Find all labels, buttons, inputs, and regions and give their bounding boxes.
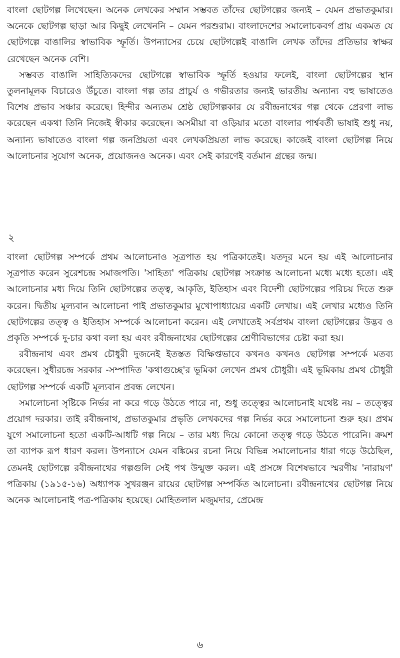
paragraph: বাংলা ছোটগল্প সম্পর্কে প্রথম আলোচনাও সূত্রপাত হয় পত্রিকাতেই। যতদূর মনে হয় এই আলোচনার সূত্রপাত করেন সুরেশচন্দ্র সমাজপতি। 'সাহিত্য' পত্রিকায় ছোটগল্প সংক্রান্ত আলোচনা মধ্যে মধ্যে হতো। এই আলোচনার মধ্য দিয়ে তিনি ছোটগল্পের তত্ত্ব, আকৃতি, ইতিহাস এবং বিদেশী ছোটগল্পের পরিচয় দিতে শুরু করেন। দ্বিতীয় মূল্যবান আলোচনা পাই প্রভাতকুমার মুখোপাধ্যায়ের একটি লেখায়। এই লেখার মধ্যেও তিনি ছোটগল্পের তত্ত্ব ও ইতিহাস সম্পর্কে আলোচনা করেন। এই লেখাতেই সর্বপ্রথম বাংলা ছোটগল্পের উদ্ভব ও প্রকৃতি সম্পর্কে দু-চার কথা বলা হয় এবং রবীন্দ্রনাথের ছোটগল্পের শ্রেণীবিভাগের চেষ্টা করা হয়। [7,253,393,345]
section-intro [7,3,393,165]
section-criticism-history [7,250,393,509]
paragraph: সম্ভবত বাঙালি সাহিত্যিকদের ছোটগল্পে স্বাভাবিক স্ফূর্তি হওয়ার ফলেই, বাংলা ছোটগল্পের স্থান তুলনামূলক বিচারেও উঁচুতে। বাংলা গল্প তার প্রাচুর্য ও গভীরতার জন্যই ভারতীয় অন্যান্য বহু ভাষাতেও বিশেষ প্রভাব সঞ্চার করেছে। হিন্দীর অন্যতম শ্রেষ্ঠ ছোটগল্পকার যে রবীন্দ্রনাথের গল্প থেকে প্রেরণা লাভ করেছেন একথা তিনি নিজেই স্বীকার করেছেন। অসমীয়া বা ওড়িয়ার মতো বাংলার পার্শ্ববর্তী ভাষাই শুধু নয়, অন্যান্য ভাষাতেও বাংলা গল্প জনপ্রিয়তা এবং লেখকপ্রিয়তা লাভ করেছে। কাজেই বাংলা ছোটগল্প নিয়ে আলোচনার সুযোগ অনেক, প্রয়োজনও অনেক। এবং সেই কারণেই বর্তমান গ্রন্থের জন্ম। [7,70,393,162]
document-page [7,3,393,655]
paragraph: রবীন্দ্রনাথ এবং প্রমথ চৌধুরী দুজনেই ইতস্তত বিক্ষিপ্তভাবে কখনও কখনও ছোটগল্প সম্পর্কে মতব্য করেছেন। সুধীরচন্দ্র সরকার -সম্পাদিত 'কথাগুচ্ছে'র ভূমিকা লেখেন প্রমথ চৌধুরী। এই ভূমিকায় প্রমথ চৌধুরী ছোটগল্প সম্পর্কে একটি মূল্যবান প্রবন্ধ লেখেন। [7,350,393,393]
section-number: ২ [8,233,15,244]
paragraph: বাংলা ছোটগল্প লিখেছেন। অনেক লেখকের সম্মান সম্ভবত তাঁদের ছোটগল্পের জন্যই – যেমন প্রভাতকুমার। অনেকে ছোটগল্প ছাড়া আর কিছুই লেখেননি – যেমন পরশুরাম। বাংলাদেশের সমালোচকবর্গ প্রায় একমত যে ছোটগল্পে বাঙালির স্বাভাবিক স্ফূর্তি। উপন্যাসের চেয়ে ছোটগল্পেই বাঙালি লেখক তাঁদের প্রতিভার স্বাক্ষর রেখেছেন অনেক বেশি। [7,6,393,65]
page-number: ৬ [196,640,204,651]
paragraph: সমালোচনা সৃষ্টিকে নির্ভর না করে গড়ে উঠতে পারে না, শুধু তত্ত্বের আলোচনাই যথেষ্ট নয় – তত্ত্বের প্রয়োগ দরকার। তাই রবীন্দ্রনাথ, প্রভাতকুমার প্রভৃতি লেখকদের গল্প নির্ভর করে সমালোচনা শুরু হয়। প্রথম যুগে সমালোচনা হতো একটি-আধটি গল্প নিয়ে – তার মধ্য দিয়ে কোনো তত্ত্ব গড়ে উঠতে পারেনি। ক্রমশ তা ব্যাপক রূপ ধারণ করল। উপন্যাসে যেমন বঙ্কিমের রচনা নিয়ে বিভিন্ন সমালোচনার ধারা গড়ে উঠেছিল, তেমনই ছোটগল্পে রবীন্দ্রনাথের গল্পগুলি সেই পথ উন্মুক্ত করল। এই প্রসঙ্গে বিশেষভাবে স্মরণীয় 'নারায়ণ' পত্রিকায় (১৯১৫-১৬) অধ্যাপক সুখরঞ্জন রায়ের ছোটগল্প সম্পর্কিত আলোচনা। রবীন্দ্রনাথের ছোটগল্প নিয়ে অনেক আলোচনাই পত্র-পত্রিকায় হয়েছে। মোহিতলাল মজুমদার, প্রেমেন্দ্র [7,398,393,507]
